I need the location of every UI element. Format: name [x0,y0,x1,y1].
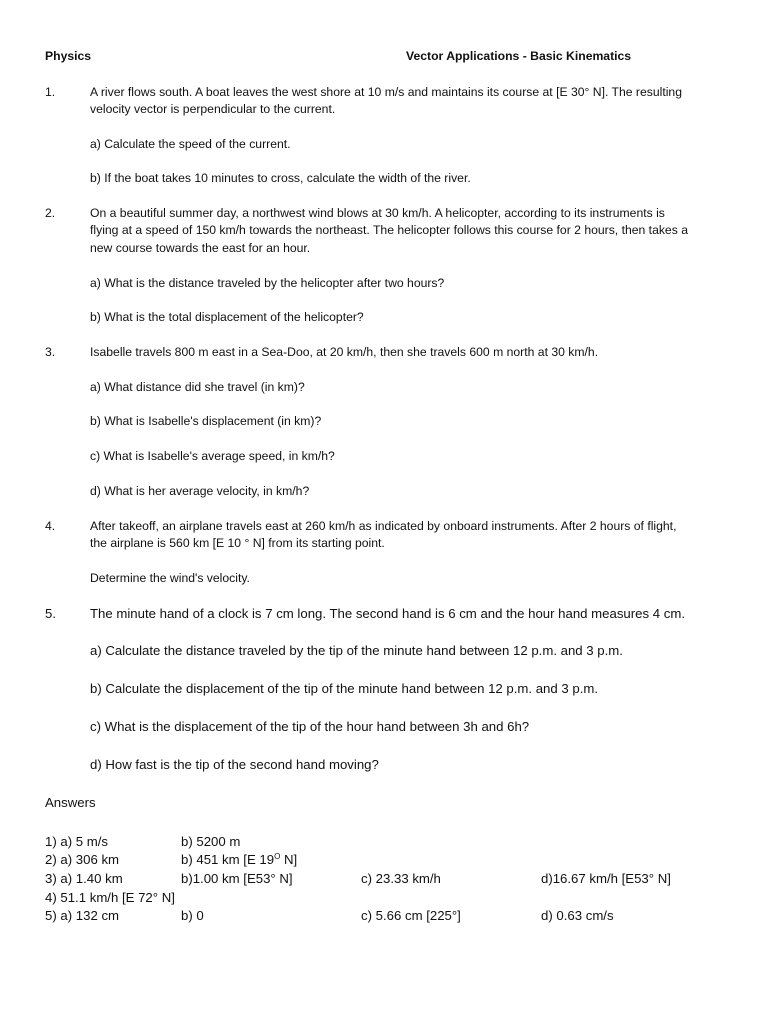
subject-heading: Physics [45,49,92,63]
worksheet-title: Vector Applications - Basic Kinematics [406,49,632,63]
answers-heading: Answers [45,795,96,810]
question-1-line-1: A river flows south. A boat leaves the west shore at 10 m/s and maintains its course at [E 30° N]. The resulting [90,85,682,99]
question-3-part-b: b) What is Isabelle's displacement (in km)? [90,414,322,428]
answer-2-b: b) 451 km [E $19^O$ N] [181,852,298,867]
question-1-part-b: b) If the boat takes 10 minutes to cross, calculate the width of the river. [90,171,471,185]
answer-1-b: b) 5200 m [181,834,241,849]
question-2-line-1: On a beautiful summer day, a northwest wind blows at 30 km/h. A helicopter, according to its instruments is [90,206,665,220]
answer-3-a: 3) a) 1.40 km [45,871,123,886]
question-1-line-2: velocity vector is perpendicular to the current. [90,102,336,116]
question-3-line-1: Isabelle travels 800 m east in a Sea-Doo, at 20 km/h, then she travels 600 m north at 30 km/h. [90,345,599,359]
question-5-part-a: a) Calculate the distance traveled by the tip of the minute hand between 12 p.m. and 3 p.m. [90,643,623,658]
question-5-number: 5. [45,606,56,621]
question-4-line-1: After takeoff, an airplane travels east at 260 km/h as indicated by onboard instruments. After 2 hours of flight, [90,519,677,533]
question-3-part-a: a) What distance did she travel (in km)? [90,380,305,394]
question-4-line-2: the airplane is 560 km [E 10 ° N] from its starting point. [90,536,385,550]
question-3-number: 3. [45,345,56,359]
answer-5-c: c) 5.66 cm [225°] [361,908,461,923]
answer-5-b: b) 0 [181,908,204,923]
question-1-part-a: a) Calculate the speed of the current. [90,137,291,151]
answer-3-b: b)1.00 km [E53° N] [181,871,293,886]
question-2-line-2: flying at a speed of 150 km/h towards the northeast. The helicopter follows this course for 2 hours, then takes a [90,223,688,237]
question-4-number: 4. [45,519,56,533]
question-2-part-a: a) What is the distance traveled by the helicopter after two hours? [90,276,445,290]
question-2-line-3: new course towards the east for an hour. [90,241,311,255]
answer-4: 4) 51.1 km/h [E 72° N] [45,890,175,905]
question-4-part-1: Determine the wind's velocity. [90,571,250,585]
answer-5-a: 5) a) 132 cm [45,908,120,923]
answer-5-d: d) 0.63 cm/s [541,908,614,923]
question-3-part-c: c) What is Isabelle's average speed, in km/h? [90,449,335,463]
question-5-line-1: The minute hand of a clock is 7 cm long. The second hand is 6 cm and the hour hand measures 4 cm. [90,606,685,621]
answer-1-a: 1) a) 5 m/s [45,834,109,849]
question-2-number: 2. [45,206,56,220]
question-3-part-d: d) What is her average velocity, in km/h? [90,484,310,498]
question-5-part-d: d) How fast is the tip of the second hand moving? [90,757,379,772]
question-5-part-b: b) Calculate the displacement of the tip of the minute hand between 12 p.m. and 3 p.m. [90,681,599,696]
question-2-part-b: b) What is the total displacement of the helicopter? [90,310,364,324]
question-1-number: 1. [45,85,56,99]
answer-3-d: d)16.67 km/h [E53° N] [541,871,671,886]
answer-3-c: c) 23.33 km/h [361,871,441,886]
question-5-part-c: c) What is the displacement of the tip of the hour hand between 3h and 6h? [90,719,530,734]
answer-2-a: 2) a) 306 km [45,852,120,867]
